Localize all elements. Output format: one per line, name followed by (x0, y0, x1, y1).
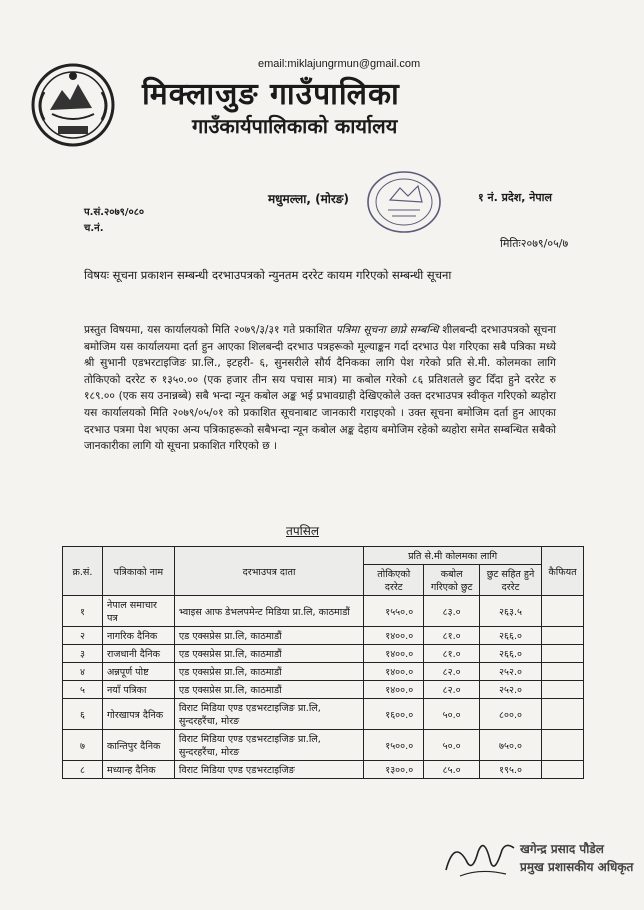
cell-paper: राजधानी दैनिक (102, 645, 174, 663)
nepal-emblem-icon (30, 62, 116, 148)
table-row (63, 596, 584, 627)
cell-bid: ८२.० (424, 663, 480, 681)
cell-bid: ८१.० (424, 645, 480, 663)
cell-remarks (541, 730, 583, 761)
cell-provider: विराट मिडिया एण्ड एडभरटाइजिङ प्रा.लि, सुन्दरहरैंचा, मोरङ (174, 699, 363, 730)
cell-provider: विराट मिडिया एण्ड एडभरटाइजिङ (174, 761, 363, 779)
table-row (63, 699, 584, 730)
cell-sn: ४ (63, 663, 103, 681)
table-row (63, 663, 584, 681)
cell-bid: ८३.० (424, 596, 480, 627)
notice-date: मितिः२०७९/०५/७ (500, 237, 569, 250)
signer-name: खगेन्द्र प्रसाद पौडेल (520, 842, 604, 856)
cell-final: ८००.० (480, 699, 542, 730)
cell-bid: ८१.० (424, 627, 480, 645)
cell-set-rate: १३००.० (364, 761, 424, 779)
cell-provider: एड एक्सप्रेस प्रा.लि, काठमाडौं (174, 663, 363, 681)
cell-paper: नेपाल समाचार पत्र (102, 596, 174, 627)
cell-remarks (541, 699, 583, 730)
cell-provider: एड एक्सप्रेस प्रा.लि, काठमाडौं (174, 645, 363, 663)
rates-table (62, 546, 584, 779)
email-address: email:miklajungrmun@gmail.com (258, 58, 421, 70)
reference-number: प.सं.२०७९/०८० (84, 207, 145, 218)
body-part-2: शीलबन्दी दरभाउपत्रको सूचना बमोजिम यस कार्यालयमा दर्ता हुन आएका शिलबन्दी दरभाउ पत्रहरूको मूल्याङ्कन गर्दा दरभाउ पेश गरिएका सबै पत्रिका मध्ये श्री सुभानी एडभरटाइजिङ प्रा.लि., इटहरी- ६, सुनसरीले सौर्य दैनिकका लागि पेश गरेको प्रति से.मी. कोलमका लागि तोकिएको दररेट रु १३५०.०० (एक हजार तीन सय पचास मात्र) मा कबोल गरेको ८६ प्रतिशतले छुट दिँदा हुने दररेट रु १८९.०० (एक सय उनान्नब्बे) सबै भन्दा न्यून कबोल अङ्क भई प्रभावग्राही देखिएकोले उक्त दरभाउपत्र स्वीकृत गरिएको ब्यहोरा यस कार्यालयको मिति २०७९/०५/०१ को प्रकाशित सूचनाबाट जानकारी गराइएको । उक्त सूचना बमोजिम दर्ता हुन आएका दरभाउ पत्रमा पेश भएका अन्य पत्रिकाहरूको सबैभन्दा न्यून कबोल अङ्क देहाय बमोजिम रहेको ब्यहोरा समेत सम्बन्धित सबैको जानकारीका लागि यो सूचना प्रकाशित गरिएको छ । (84, 324, 556, 453)
header-provider: दरभाउपत्र दाता (174, 547, 363, 596)
cell-remarks (541, 761, 583, 779)
cell-bid: ८५.० (424, 761, 480, 779)
cell-final: २५२.० (480, 681, 542, 699)
cell-paper: कान्तिपुर दैनिक (102, 730, 174, 761)
cell-final: २५२.० (480, 663, 542, 681)
cell-final: २६३.५ (480, 596, 542, 627)
cell-paper: गोरखापत्र दैनिक (102, 699, 174, 730)
cell-final: ७५०.० (480, 730, 542, 761)
signer-title: प्रमुख प्रशासकीय अधिकृत (520, 860, 634, 874)
cell-provider: एड एक्सप्रेस प्रा.लि, काठमाडौं (174, 681, 363, 699)
cell-final: २६६.० (480, 627, 542, 645)
cell-provider: एड एक्सप्रेस प्रा.लि, काठमाडौं (174, 627, 363, 645)
cell-set-rate: १४००.० (364, 627, 424, 645)
cell-sn: ७ (63, 730, 103, 761)
table-body (63, 596, 584, 779)
cell-sn: ५ (63, 681, 103, 699)
cell-set-rate: १५००.० (364, 730, 424, 761)
cell-set-rate: १६००.० (364, 699, 424, 730)
cell-set-rate: १५५०.० (364, 596, 424, 627)
cell-provider: विराट मिडिया एण्ड एडभरटाइजिङ प्रा.लि, सुन्दरहरैंचा, मोरङ (174, 730, 363, 761)
cell-bid: ८२.० (424, 681, 480, 699)
cell-sn: २ (63, 627, 103, 645)
dispatch-number: च.नं. (84, 223, 104, 234)
header-group: प्रति से.मी कोलमका लागि (364, 547, 542, 565)
cell-final: १९५.० (480, 761, 542, 779)
cell-bid: ५०.० (424, 730, 480, 761)
cell-remarks (541, 681, 583, 699)
notice-subject: विषयः सूचना प्रकाशन सम्बन्धी दरभाउपत्रको न्युनतम दररेट कायम गरिएको सम्बन्धी सूचना (84, 268, 452, 282)
cell-set-rate: १४००.० (364, 681, 424, 699)
cell-remarks (541, 627, 583, 645)
body-part-1: प्रस्तुत विषयमा, यस कार्यालयको मिति २०७९/३/३१ गते प्रकाशित (84, 324, 336, 336)
municipality-title: मिक्लाजुङ गाउँपालिका (142, 77, 400, 112)
annex-title: तपसिल (286, 524, 320, 538)
cell-paper: नागरिक दैनिक (102, 627, 174, 645)
cell-set-rate: १४००.० (364, 663, 424, 681)
cell-paper: अन्नपूर्ण पोष्ट (102, 663, 174, 681)
office-subtitle: गाउँकार्यपालिकाको कार्यालय (192, 114, 398, 138)
cell-provider: भ्वाइस आफ डेभलपमेन्ट मिडिया प्रा.लि, काठमाडौं (174, 596, 363, 627)
cell-sn: ८ (63, 761, 103, 779)
header-bid: कबोल गरिएको छुट (424, 565, 480, 596)
table-row (63, 761, 584, 779)
cell-remarks (541, 596, 583, 627)
cell-paper: मध्यान्ह दैनिक (102, 761, 174, 779)
signature-icon (440, 830, 520, 890)
cell-set-rate: १४००.० (364, 645, 424, 663)
cell-final: २६६.० (480, 645, 542, 663)
office-stamp-icon (364, 160, 444, 240)
header-final: छुट सहित हुने दररेट (480, 565, 542, 596)
header-paper: पत्रिकाको नाम (102, 547, 174, 596)
cell-sn: ६ (63, 699, 103, 730)
cell-bid: ५०.० (424, 699, 480, 730)
table-row (63, 645, 584, 663)
header-sn: क्र.सं. (63, 547, 103, 596)
header-remarks: कैफियत (541, 547, 583, 596)
cell-paper: नयाँ पत्रिका (102, 681, 174, 699)
body-italic-phrase: पत्रिमा सूचना छाप्ने सम्बन्धि (335, 324, 439, 336)
table-row (63, 627, 584, 645)
cell-sn: ३ (63, 645, 103, 663)
cell-remarks (541, 663, 583, 681)
office-address: मधुमल्ला, (मोरङ) (268, 192, 349, 206)
province-label: १ नं. प्रदेश, नेपाल (478, 191, 552, 204)
header-set-rate: तोकिएको दररेट (364, 565, 424, 596)
cell-sn: १ (63, 596, 103, 627)
cell-remarks (541, 645, 583, 663)
table-row (63, 681, 584, 699)
notice-body (84, 322, 556, 455)
table-row (63, 730, 584, 761)
table-header-row (63, 547, 584, 565)
